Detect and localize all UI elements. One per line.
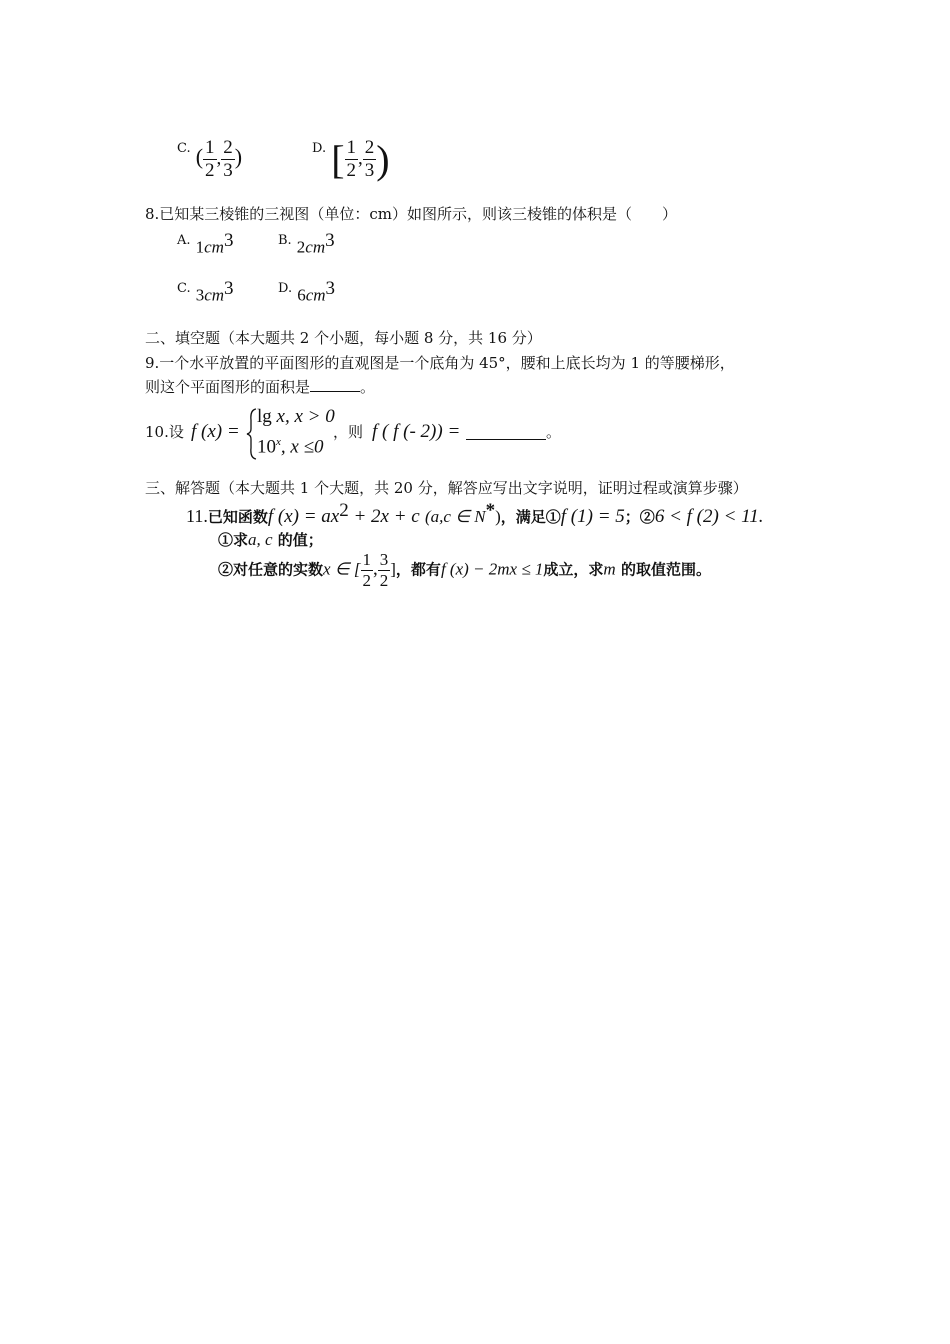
answer-blank[interactable]: [310, 391, 360, 392]
fraction: $\frac{1}{2}$: [205, 137, 215, 181]
q8-option-d: $^{D.}$ $6cm^3$: [278, 278, 336, 305]
answer-blank[interactable]: [466, 421, 546, 440]
fraction: $\frac{2}{3}$: [223, 137, 233, 181]
q11-part2: ②对任意的实数x ∈ [ $\frac{1}{2}$ , $\frac{3}{2}$ ]，都有f (x) − 2mx ≤ 1成立，求m 的取值范围。: [218, 550, 711, 590]
fraction: $\frac{3}{2}$: [379, 550, 389, 590]
q8-option-c: $^{C.}$ $3cm^3$: [177, 278, 234, 305]
section-heading-solve: 三、解答题（本大题共 1 个大题，共 20 分，解答应写出文字说明，证明过程或演算步骤）: [145, 479, 748, 497]
q11-part1: ①求a, c 的值；: [218, 530, 323, 549]
q11-stem: 11.已知函数f $(x) = ax^2 + 2x + c$ (a,c ∈ N*)，满足①f (1) = 5；②6 < f (2) < 11.: [186, 500, 764, 527]
piecewise-case-1: lg x, x > 0: [257, 406, 335, 427]
q8-option-a: $^{A.}$ $1cm^3$: [177, 230, 234, 257]
q8-stem: 8.已知某三棱锥的三视图（单位：cm）如图所示，则该三棱锥的体积是（ ）: [145, 205, 677, 223]
option-label: D.: [312, 141, 327, 156]
q9-line2: 则这个平面图形的面积是 。: [145, 378, 376, 396]
section-heading-fill-in: 二、填空题（本大题共 2 个小题，每小题 8 分，共 16 分）: [145, 329, 542, 347]
fraction: $\frac{1}{2}$: [362, 550, 371, 590]
q7-option-c: $^{C.}$ ( $\frac{1}{2}$ , $\frac{2}{3}$ ): [177, 137, 243, 181]
option-label: C.: [177, 140, 191, 156]
fraction: $\frac{1}{2}$: [346, 137, 357, 181]
q8-option-b: $^{B.}$ $2cm^3$: [278, 230, 335, 257]
q7-option-d: $^{D.}$ [ $\frac{1}{2}$ , $\frac{2}{3}$ ): [312, 137, 390, 182]
piecewise-case-2: 10$^x$, x ≤0: [257, 436, 324, 458]
q9-line1: 9.一个水平放置的平面图形的直观图是一个底角为 45°，腰和上底长均为 1 的等腰梯形，: [145, 354, 735, 372]
fraction: $\frac{2}{3}$: [364, 137, 375, 181]
